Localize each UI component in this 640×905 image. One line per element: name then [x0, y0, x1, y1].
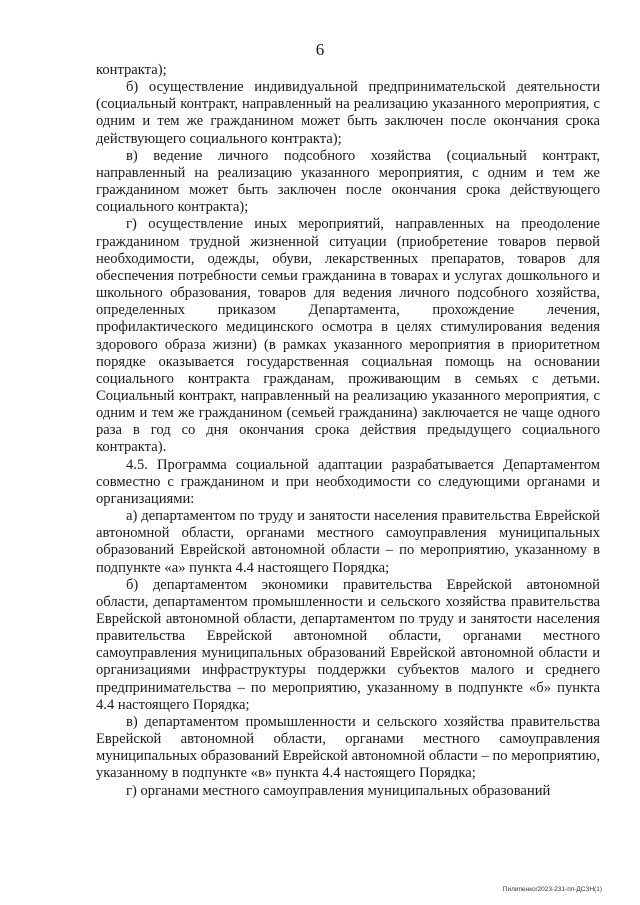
paragraph-item-v-household: в) ведение личного подсобного хозяйства (социальный контракт, направленный на реализацию указанного мероприятия, с одним и тем же гражданином может быть заключен после окончания срока действующего социального контракта);: [96, 147, 600, 216]
paragraph-item-b-entrepreneurship: б) осуществление индивидуальной предпринимательской деятельности (социальный контракт, направленный на реализацию указанного мероприятия, с одним и тем же гражданином может быть заключен после окончания срока действующего социального контракта);: [96, 79, 600, 147]
paragraph-a-labor-department: а) департаментом по труду и занятости населения правительства Еврейской автономной области, органами местного самоуправления муниципальных образований Еврейской автономной области – по мероприятию, указанному в подпункте «а» пункта 4.4 настоящего Порядка;: [96, 508, 600, 576]
page-number: 6: [315, 40, 325, 59]
paragraph-g-local-government: г) органами местного самоуправления муниципальных образований: [126, 782, 551, 799]
document-body: [96, 62, 600, 800]
paragraph-v-industry-department: в) департаментом промышленности и сельского хозяйства правительства Еврейской автономной области, органами местного самоуправления муниципальных образований Еврейской автономной области – по мероприятию, указанному в подпункте «в» пункта 4.4 настоящего Порядка;: [96, 713, 600, 782]
paragraph-item-g-other-measures: г) осуществление иных мероприятий, направленных на преодоление гражданином трудной жизненной ситуации (приобретение товаров первой необходимости, одежды, обуви, лекарственных препаратов, товаров для обеспечения потребности семьи гражданина в товарах и услугах дошкольного и школьного образования, товаров для ведения личного подсобного хозяйства, определенных приказом Департамента, прохождение лечения, профилактического медицинского осмотра в целях стимулирования ведения здорового образа жизни) (в рамках указанного мероприятия в приоритетном порядке оказывается государственная социальная помощь на основании социального контракта гражданам, проживающим в семьях с детьми. Социальный контракт, направленный на реализацию указанного мероприятия, с одним и тем же гражданином (семьей гражданина) заключается не чаще одного раза в год со дня окончания срока действия предыдущего социального контракта).: [96, 216, 600, 456]
paragraph-b-economy-department: б) департаментом экономики правительства Еврейской автономной области, департаментом промышленности и сельского хозяйства правительства Еврейской автономной области, департаментом по труду и занятости населения правительства Еврейской автономной области, органами местного самоуправления муниципальных образований Еврейской автономной области и организациями инфраструктуры поддержки субъектов малого и среднего предпринимательства – по мероприятию, указанному в подпункте «б» пункта 4.4 настоящего Порядка;: [96, 576, 600, 713]
footer-document-code: Пилипенко/2023-231-пп-ДСЗН(1): [502, 886, 602, 893]
paragraph-contract-end: контракта);: [96, 62, 167, 78]
paragraph-4-5-program: 4.5. Программа социальной адаптации разрабатывается Департаментом совместно с гражданином и при необходимости со следующими органами и организациями:: [96, 456, 600, 507]
